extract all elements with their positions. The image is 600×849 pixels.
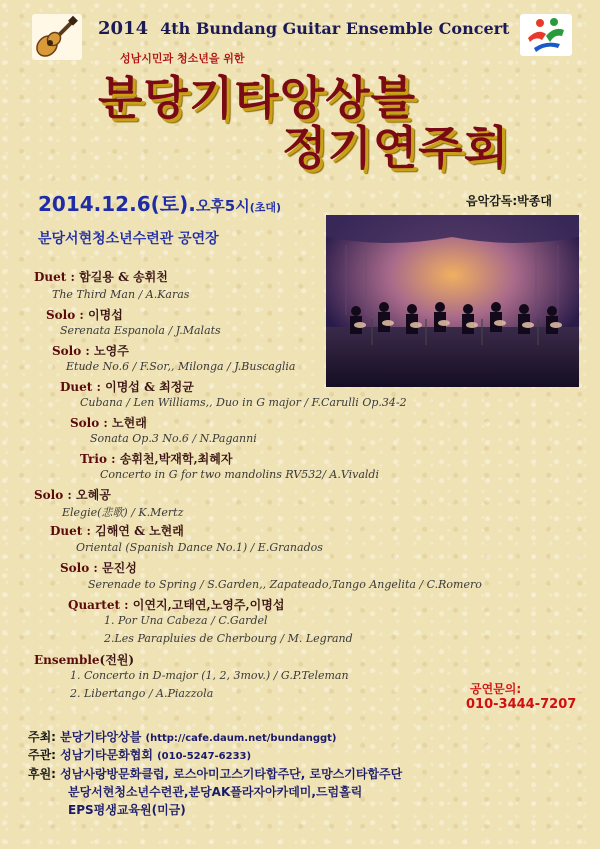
- concert-venue: 분당서현청소년수련관 공연장: [38, 231, 219, 247]
- program-piece: 1. Concerto in D-major (1, 2, 3mov.) / G.P.Teleman: [70, 669, 349, 682]
- sponsor-credit: [28, 765, 402, 782]
- program-performer: Solo : 노영주: [52, 344, 129, 358]
- inquiry-phone: 010-3444-7207: [466, 697, 577, 712]
- program-piece: Oriental (Spanish Dance No.1) / E.Granados: [76, 541, 323, 554]
- organizer-phone: (010-5247-6233): [157, 751, 252, 762]
- organizer-name: 성남기타문화협회: [60, 748, 153, 762]
- program-performer: Solo : 문진성: [60, 561, 137, 575]
- host-url: (http://cafe.daum.net/bundanggt): [145, 733, 337, 744]
- program-performer: Quartet : 이연지,고태연,노영주,이명섭: [68, 598, 285, 612]
- program-piece: The Third Man / A.Karas: [52, 288, 190, 301]
- program-piece: 2. Libertango / A.Piazzola: [70, 687, 214, 700]
- program-piece: Concerto in G for two mandolins RV532/ A.Vivaldi: [100, 468, 379, 481]
- guitar-icon: [32, 14, 82, 60]
- concert-name: 4th Bundang Guitar Ensemble Concert: [160, 19, 510, 38]
- program-piece: Serenata Espanola / J.Malats: [60, 324, 221, 337]
- main-title-line1: 분당기타앙상블: [98, 71, 417, 125]
- concert-year: 2014: [98, 18, 149, 39]
- music-director: 음악감독:박종대: [466, 194, 552, 208]
- host-label: 주최:: [28, 730, 56, 744]
- program-piece: Elegie(悲歌) / K.Mertz: [62, 506, 184, 519]
- sponsor-label: 후원:: [28, 767, 56, 781]
- concert-datetime: [38, 188, 281, 217]
- sponsor-line1: 성남사랑방문화클럽, 로스아미고스기타합주단, 로망스기타합주단: [60, 767, 403, 781]
- host-name: 분당기타앙상블: [60, 730, 142, 744]
- organizer-label: 주관:: [28, 748, 56, 762]
- ensemble-stage-photo: [326, 215, 579, 387]
- program-piece: Etude No.6 / F.Sor,, Milonga / J.Buscaglia: [66, 360, 296, 373]
- host-credit: [28, 728, 337, 745]
- sponsor-line3: EPS평생교육원(미금): [68, 803, 186, 817]
- concert-title-english: [98, 18, 518, 39]
- program-performer: Solo : 오혜공: [34, 488, 111, 502]
- inquiry-label: 공연문의:: [470, 682, 522, 696]
- organizer-credit: [28, 746, 251, 763]
- program-performer: Duet : 김해연 & 노현래: [50, 524, 184, 538]
- concert-date: 2014.12.6(토).: [38, 192, 196, 216]
- program-performer: Trio : 송휘천,박재학,최혜자: [80, 452, 233, 466]
- program-piece: 1. Por Una Cabeza / C.Gardel: [104, 614, 268, 627]
- program-piece: 2.Les Parapluies de Cherbourg / M. Legrand: [104, 632, 353, 645]
- subtitle: 성남시민과 청소년을 위한: [120, 52, 245, 65]
- program-performer: Duet : 이명섭 & 최정균: [60, 380, 194, 394]
- seongnam-logo-icon: [520, 14, 572, 56]
- program-performer: Duet : 함길용 & 송휘천: [34, 270, 168, 284]
- invitation-note: (초대): [249, 201, 282, 214]
- program-piece: Cubana / Len Williams,, Duo in G major / F.Carulli Op.34-2: [80, 396, 407, 409]
- sponsor-line2: 분당서현청소년수련관,분당AK플라자아카데미,드럼홀릭: [68, 785, 363, 799]
- program-performer: Ensemble(전원): [34, 653, 135, 667]
- program-performer: Solo : 이명섭: [46, 308, 123, 322]
- program-piece: Sonata Op.3 No.6 / N.Paganni: [90, 432, 257, 445]
- program-piece: Serenade to Spring / S.Garden,, Zapateado,Tango Angelita / C.Romero: [88, 578, 482, 591]
- main-title-line2: 정기연주회: [282, 121, 510, 175]
- concert-time: 오후5시: [195, 197, 250, 215]
- program-performer: Solo : 노현래: [70, 416, 147, 430]
